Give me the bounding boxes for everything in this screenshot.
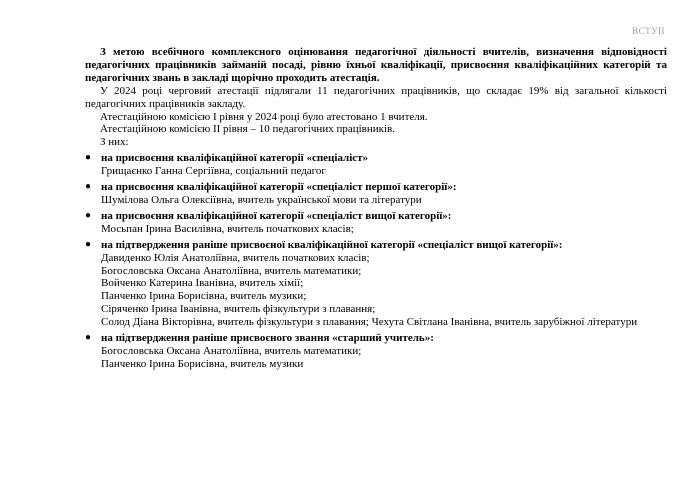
person-entry: Богословська Оксана Анатоліївна, вчитель математики; — [101, 344, 362, 357]
category-title: на присвоєння кваліфікаційної категорії «спеціаліст першої категорії»: — [101, 181, 457, 194]
category-title: на підтвердження раніше присвоєної кваліфікаційної категорії «спеціаліст вищої категорії»: — [101, 238, 563, 251]
category-specialist — [85, 152, 667, 178]
commission-level-1-text: Атестаційною комісією І рівня у 2024 році було атестовано 1 вчителя. — [100, 110, 428, 123]
category-title: на присвоєння кваліфікаційної категорії «спеціаліст вищої категорії»: — [101, 209, 452, 222]
commission-level-2-text: Атестаційною комісією ІІ рівня – 10 педагогічних працівників. — [100, 123, 395, 136]
bullet-icon: ● — [85, 181, 92, 193]
of-them-label: З них: — [100, 136, 129, 149]
category-highest — [85, 210, 667, 236]
stats-paragraph: У 2024 році черговий атестації підлягали 11 педагогічних працівників, що складає 19% від загальної кількості педагогічних працівників закладу. — [85, 84, 667, 110]
category-senior-teacher — [85, 332, 667, 371]
category-first — [85, 181, 667, 207]
person-entry: Сіряченко Ірина Іванівна, вчитель фізкультури з плавання; — [101, 303, 376, 316]
category-confirm-highest — [85, 239, 667, 329]
person-entry: Богословська Оксана Анатоліївна, вчитель математики; — [101, 264, 362, 277]
section-header: ВСТУП — [632, 26, 665, 36]
document-body — [85, 46, 667, 371]
person-entry: Грищаєнко Ганна Сергіївна, соціальний педагог — [101, 165, 326, 178]
person-entry: Панченко Ірина Борисівна, вчитель музики; — [101, 290, 307, 303]
bullet-icon: ● — [85, 332, 92, 344]
person-entry: Панченко Ірина Борисівна, вчитель музики — [101, 357, 304, 370]
bullet-icon: ● — [85, 209, 92, 221]
bullet-icon: ● — [85, 238, 92, 250]
person-entry: Давиденко Юлія Анатоліївна, вчитель початкових класів; — [101, 251, 370, 264]
person-entry: Шумілова Ольга Олексіївна, вчитель української мови та літератури — [101, 193, 422, 206]
person-entry: Мосьпан Ірина Василівна, вчитель початкових класів; — [101, 222, 354, 235]
intro-paragraph: З метою всебічного комплексного оцінювання педагогічної діяльності вчителів, визначення відповідності педагогічних працівників займаній посаді, рівню їхньої кваліфікації, присвоєння кваліфікаційних категорій та педагогічних звань в закладі щорічно проходить атестація. — [85, 46, 667, 84]
person-entry: Войченко Катерина Іванівна, вчитель хімії; — [101, 277, 304, 290]
category-title: на присвоєння кваліфікаційної категорії «спеціаліст» — [101, 152, 369, 165]
person-entry: Солод Діана Вікторівна, вчитель фізкультури з плавання; Чехута Світлана Іванівна, вчитель зарубіжної літератури — [101, 316, 638, 329]
category-title: на підтвердження раніше присвоєного звання «старший учитель»: — [101, 332, 434, 345]
bullet-icon: ● — [85, 152, 92, 164]
